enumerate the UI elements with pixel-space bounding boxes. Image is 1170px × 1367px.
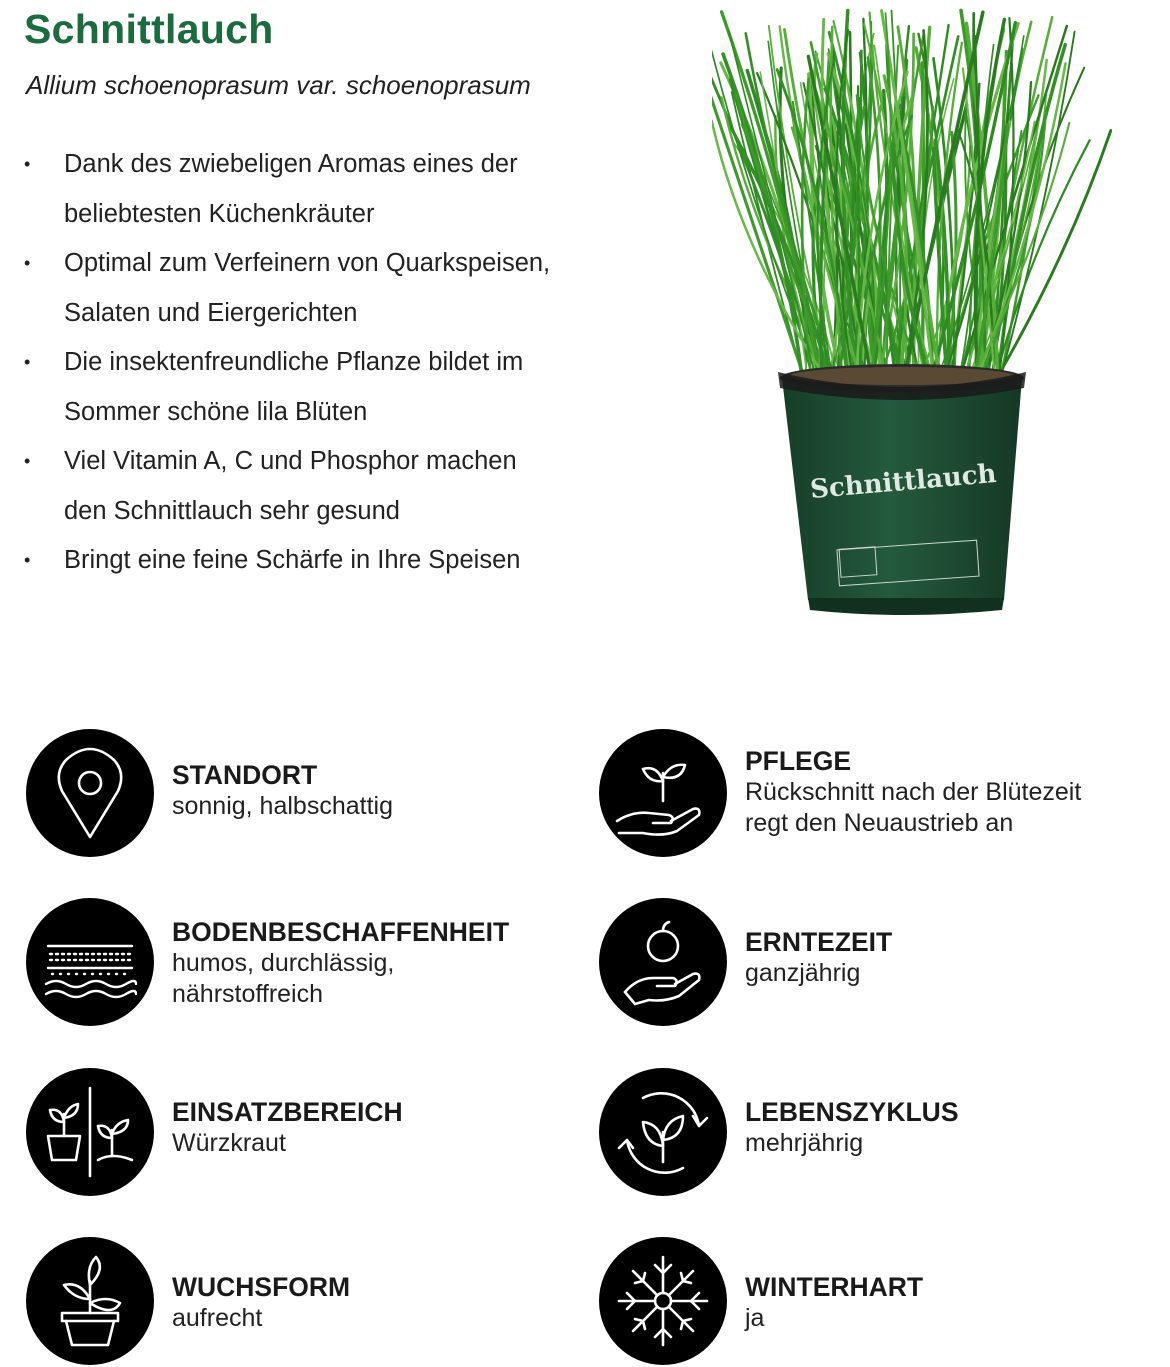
feature-einsatz bbox=[26, 1068, 586, 1198]
pot-label: Schnittlauch bbox=[809, 458, 998, 506]
feature-label: STANDORT bbox=[172, 760, 318, 790]
feature-label: WINTERHART bbox=[745, 1272, 924, 1302]
botanical-name: Allium schoenoprasum var. schoenoprasum bbox=[26, 70, 531, 100]
feature-label: EINSATZBEREICH bbox=[172, 1097, 403, 1127]
feature-wuchsform bbox=[26, 1237, 586, 1367]
feature-label: BODENBESCHAFFENHEIT bbox=[172, 917, 510, 947]
feature-bullet-list bbox=[24, 140, 644, 586]
snowflake-icon bbox=[599, 1237, 727, 1365]
feature-value: humos, durchlässig, nährstoffreich bbox=[172, 949, 395, 1008]
feature-value: Rückschnitt nach der Blütezeit regt den Neuaustrieb an bbox=[745, 778, 1082, 837]
feature-value: mehrjährig bbox=[745, 1129, 864, 1157]
soil-layers-icon bbox=[26, 898, 154, 1026]
pot-and-ground-icon bbox=[26, 1068, 154, 1196]
feature-value: sonnig, halbschattig bbox=[172, 792, 393, 820]
fruit-hand-icon bbox=[599, 898, 727, 1026]
product-title: Schnittlauch bbox=[24, 6, 274, 52]
bullet-item: • Die insektenfreundliche Pflanze bildet im Sommer schöne lila Blüten bbox=[24, 338, 564, 437]
bullet-item: • Optimal zum Verfeinern von Quarkspeisen, Salaten und Eiergerichten bbox=[24, 239, 604, 338]
bullet-item: • Viel Vitamin A, C und Phosphor machen den Schnittlauch sehr gesund bbox=[24, 437, 544, 536]
feature-label: PFLEGE bbox=[745, 746, 852, 776]
potted-plant-icon bbox=[26, 1237, 154, 1365]
feature-boden bbox=[26, 898, 586, 1028]
feature-value: aufrecht bbox=[172, 1304, 263, 1332]
feature-standort bbox=[26, 729, 586, 859]
feature-lebenszyklus bbox=[599, 1068, 1159, 1198]
cycle-leaf-icon bbox=[599, 1068, 727, 1196]
feature-label: ERNTEZEIT bbox=[745, 927, 893, 957]
feature-value: Würzkraut bbox=[172, 1129, 286, 1157]
feature-label: LEBENSZYKLUS bbox=[745, 1097, 959, 1127]
feature-value: ganzjährig bbox=[745, 959, 861, 987]
location-pin-icon bbox=[26, 729, 154, 857]
seedling-hand-icon bbox=[599, 729, 727, 857]
bullet-item: • Dank des zwiebeligen Aromas eines der beliebtesten Küchenkräuter bbox=[24, 140, 544, 239]
feature-pflege bbox=[599, 729, 1159, 859]
chive-plant-image bbox=[712, 0, 1112, 620]
bullet-item: • Bringt eine feine Schärfe in Ihre Speisen bbox=[24, 536, 624, 586]
feature-label: WUCHSFORM bbox=[172, 1272, 351, 1302]
feature-winterhart bbox=[599, 1237, 1159, 1367]
feature-value: ja bbox=[745, 1304, 765, 1332]
feature-erntezeit bbox=[599, 898, 1159, 1028]
